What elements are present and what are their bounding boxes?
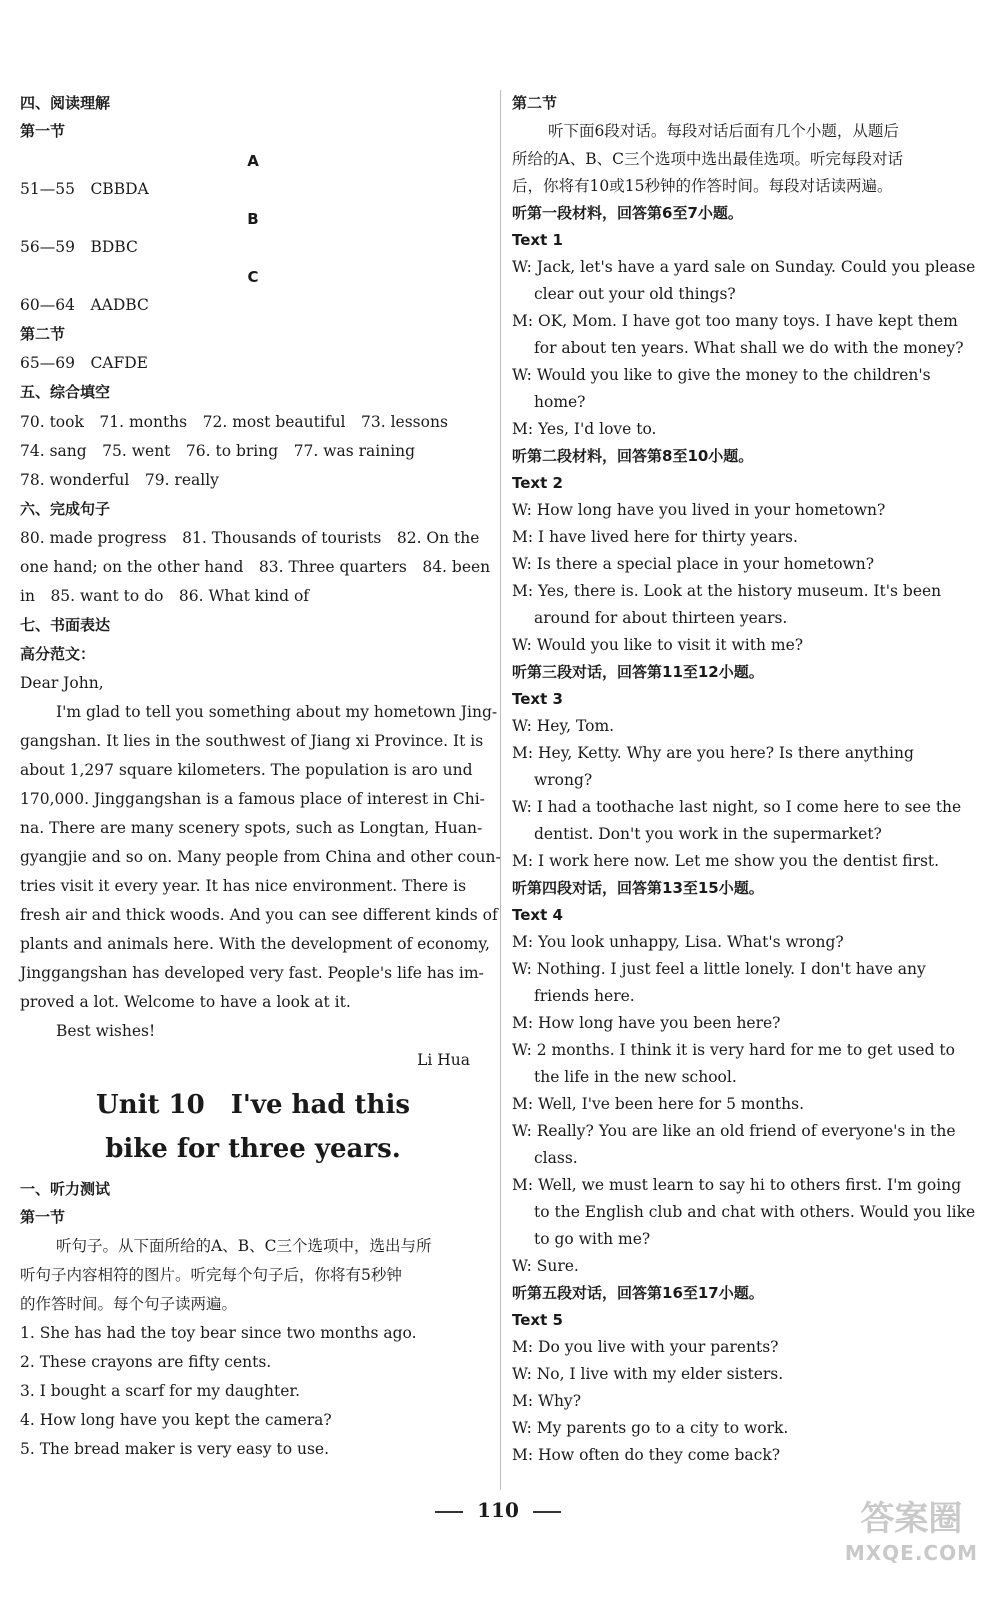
- site-watermark: [844, 1499, 978, 1570]
- dialogue-line: M: How often do they come back?: [512, 1446, 781, 1464]
- essay-line: fresh air and thick woods. And you can see different kinds of: [20, 906, 498, 924]
- answer-row: 80. made progress 81. Thousands of tourists 82. On the: [20, 529, 480, 547]
- dialogue-line: M: Why?: [512, 1392, 582, 1410]
- dialogue-line: W: Would you like to visit it with me?: [512, 636, 804, 654]
- watermark-logo-text: 答案圈: [860, 1499, 963, 1539]
- dialogue-line: the life in the new school.: [534, 1068, 737, 1086]
- unit-title: Unit 10 I've had this: [96, 1090, 410, 1120]
- dialogue-line: W: Jack, let's have a yard sale on Sunday. Could you please: [512, 258, 976, 276]
- answer-row: 60—64 AADBC: [20, 296, 149, 314]
- text-label: Text 4: [512, 906, 563, 924]
- section-heading: 六、完成句子: [20, 500, 111, 518]
- dialogue-line: W: Really? You are like an old friend of everyone's in the: [512, 1122, 956, 1140]
- dialogue-line: M: Yes, I'd love to.: [512, 420, 657, 438]
- dialogue-line: W: Nothing. I just feel a little lonely. I don't have any: [512, 960, 926, 978]
- dialogue-line: around for about thirteen years.: [534, 609, 788, 627]
- essay-line: plants and animals here. With the development of economy,: [20, 935, 490, 953]
- question-prompt: 听第一段材料，回答第6至7小题。: [512, 204, 743, 222]
- dialogue-line: to the English club and chat with others. Would you like: [534, 1203, 976, 1221]
- dialogue-line: M: You look unhappy, Lisa. What's wrong?: [512, 933, 844, 951]
- dialogue-line: M: I have lived here for thirty years.: [512, 528, 798, 546]
- subsection-heading: 第一节: [20, 122, 66, 140]
- dialogue-line: class.: [534, 1149, 578, 1167]
- section-heading: 一、听力测试: [20, 1180, 111, 1198]
- unit-title: bike for three years.: [105, 1134, 401, 1164]
- dialogue-line: W: My parents go to a city to work.: [512, 1419, 789, 1437]
- instruction-line: 听下面6段对话。每段对话后面有几个小题，从题后: [548, 122, 899, 140]
- dialogue-line: W: Would you like to give the money to the children's: [512, 366, 931, 384]
- answer-row: one hand; on the other hand 83. Three quarters 84. been: [20, 558, 491, 576]
- listening-sentence: 5. The bread maker is very easy to use.: [20, 1440, 330, 1458]
- question-prompt: 听第五段对话，回答第16至17小题。: [512, 1284, 764, 1302]
- dialogue-line: home?: [534, 393, 586, 411]
- section-heading: 五、综合填空: [20, 383, 111, 401]
- dialogue-line: friends here.: [534, 987, 635, 1005]
- instruction-line: 的作答时间。每个句子读两遍。: [20, 1295, 238, 1313]
- essay-line: proved a lot. Welcome to have a look at it.: [20, 993, 351, 1011]
- text-label: Text 5: [512, 1311, 563, 1329]
- passage-label: A: [247, 152, 259, 170]
- watermark-url: MXQE.COM: [844, 1541, 978, 1565]
- essay-line: tries visit it every year. It has nice environment. There is: [20, 877, 467, 895]
- subsection-heading: 第二节: [20, 325, 66, 343]
- instruction-line: 听句子。从下面所给的A、B、C三个选项中，选出与所: [56, 1237, 432, 1255]
- question-prompt: 听第二段材料，回答第8至10小题。: [512, 447, 754, 465]
- subsection-heading: 第二节: [512, 94, 558, 112]
- text-label: Text 2: [512, 474, 563, 492]
- dialogue-line: to go with me?: [534, 1230, 651, 1248]
- essay-line: na. There are many scenery spots, such as Longtan, Huan-: [20, 819, 483, 837]
- listening-sentence: 2. These crayons are fifty cents.: [20, 1353, 272, 1371]
- dialogue-line: W: No, I live with my elder sisters.: [512, 1365, 784, 1383]
- letter-salutation: Dear John,: [20, 674, 104, 692]
- instruction-line: 所给的A、B、C三个选项中选出最佳选项。听完每段对话: [512, 150, 903, 168]
- dialogue-line: M: Hey, Ketty. Why are you here? Is there anything: [512, 744, 914, 762]
- dialogue-line: dentist. Don't you work in the supermarket?: [534, 825, 882, 843]
- instruction-line: 听句子内容相符的图片。听完每个句子后，你将有5秒钟: [20, 1266, 402, 1284]
- dialogue-line: M: Do you live with your parents?: [512, 1338, 779, 1356]
- dialogue-line: M: Well, I've been here for 5 months.: [512, 1095, 805, 1113]
- answer-row: 51—55 CBBDA: [20, 180, 149, 198]
- essay-line: 170,000. Jinggangshan is a famous place of interest in Chi-: [20, 790, 485, 808]
- answer-row: 56—59 BDBC: [20, 238, 138, 256]
- answer-row: 65—69 CAFDE: [20, 354, 148, 372]
- dialogue-line: M: Yes, there is. Look at the history museum. It's been: [512, 582, 942, 600]
- dialogue-line: W: How long have you lived in your hometown?: [512, 501, 886, 519]
- dialogue-line: M: I work here now. Let me show you the dentist first.: [512, 852, 940, 870]
- text-label: Text 3: [512, 690, 563, 708]
- answer-row: 70. took 71. months 72. most beautiful 73. lessons: [20, 413, 448, 431]
- dialogue-line: wrong?: [534, 771, 593, 789]
- passage-label: C: [247, 268, 259, 286]
- dialogue-line: W: 2 months. I think it is very hard for me to get used to: [512, 1041, 955, 1059]
- dialogue-line: M: OK, Mom. I have got too many toys. I have kept them: [512, 312, 958, 330]
- listening-sentence: 4. How long have you kept the camera?: [20, 1411, 332, 1429]
- letter-closing: Best wishes!: [56, 1022, 156, 1040]
- answer-row: 74. sang 75. went 76. to bring 77. was raining: [20, 442, 416, 460]
- passage-label: B: [247, 210, 259, 228]
- dialogue-line: W: Is there a special place in your hometown?: [512, 555, 875, 573]
- listening-sentence: 1. She has had the toy bear since two months ago.: [20, 1324, 417, 1342]
- dialogue-line: for about ten years. What shall we do with the money?: [534, 339, 964, 357]
- dialogue-line: M: Well, we must learn to say hi to others first. I'm going: [512, 1176, 962, 1194]
- essay-line: Jinggangshan has developed very fast. People's life has im-: [20, 964, 484, 982]
- subsection-heading: 第一节: [20, 1208, 66, 1226]
- text-label: Text 1: [512, 231, 563, 249]
- question-prompt: 听第四段对话，回答第13至15小题。: [512, 879, 764, 897]
- page-number-dash: [435, 1511, 463, 1513]
- essay-line: I'm glad to tell you something about my hometown Jing-: [56, 703, 498, 721]
- page-number-dash: [533, 1511, 561, 1513]
- page-number-text: 110: [477, 1498, 519, 1522]
- instruction-line: 后，你将有10或15秒钟的作答时间。每段对话读两遍。: [512, 177, 893, 195]
- essay-line: gyangjie and so on. Many people from China and other coun-: [20, 848, 501, 866]
- section-heading: 七、书面表达: [20, 616, 111, 634]
- answer-row: in 85. want to do 86. What kind of: [20, 587, 310, 605]
- dialogue-line: W: Sure.: [512, 1257, 579, 1275]
- question-prompt: 听第三段对话，回答第11至12小题。: [512, 663, 764, 681]
- column-divider: [500, 90, 501, 1490]
- listening-sentence: 3. I bought a scarf for my daughter.: [20, 1382, 301, 1400]
- dialogue-line: clear out your old things?: [534, 285, 736, 303]
- dialogue-line: W: I had a toothache last night, so I come here to see the: [512, 798, 962, 816]
- dialogue-line: W: Hey, Tom.: [512, 717, 615, 735]
- essay-line: gangshan. It lies in the southwest of Jiang xi Province. It is: [20, 732, 484, 750]
- dialogue-line: M: How long have you been here?: [512, 1014, 781, 1032]
- section-heading: 四、阅读理解: [20, 94, 111, 112]
- letter-signature: Li Hua: [417, 1051, 470, 1069]
- essay-line: about 1,297 square kilometers. The population is aro und: [20, 761, 473, 779]
- model-essay-label: 高分范文：: [20, 645, 96, 663]
- answer-row: 78. wonderful 79. really: [20, 471, 219, 489]
